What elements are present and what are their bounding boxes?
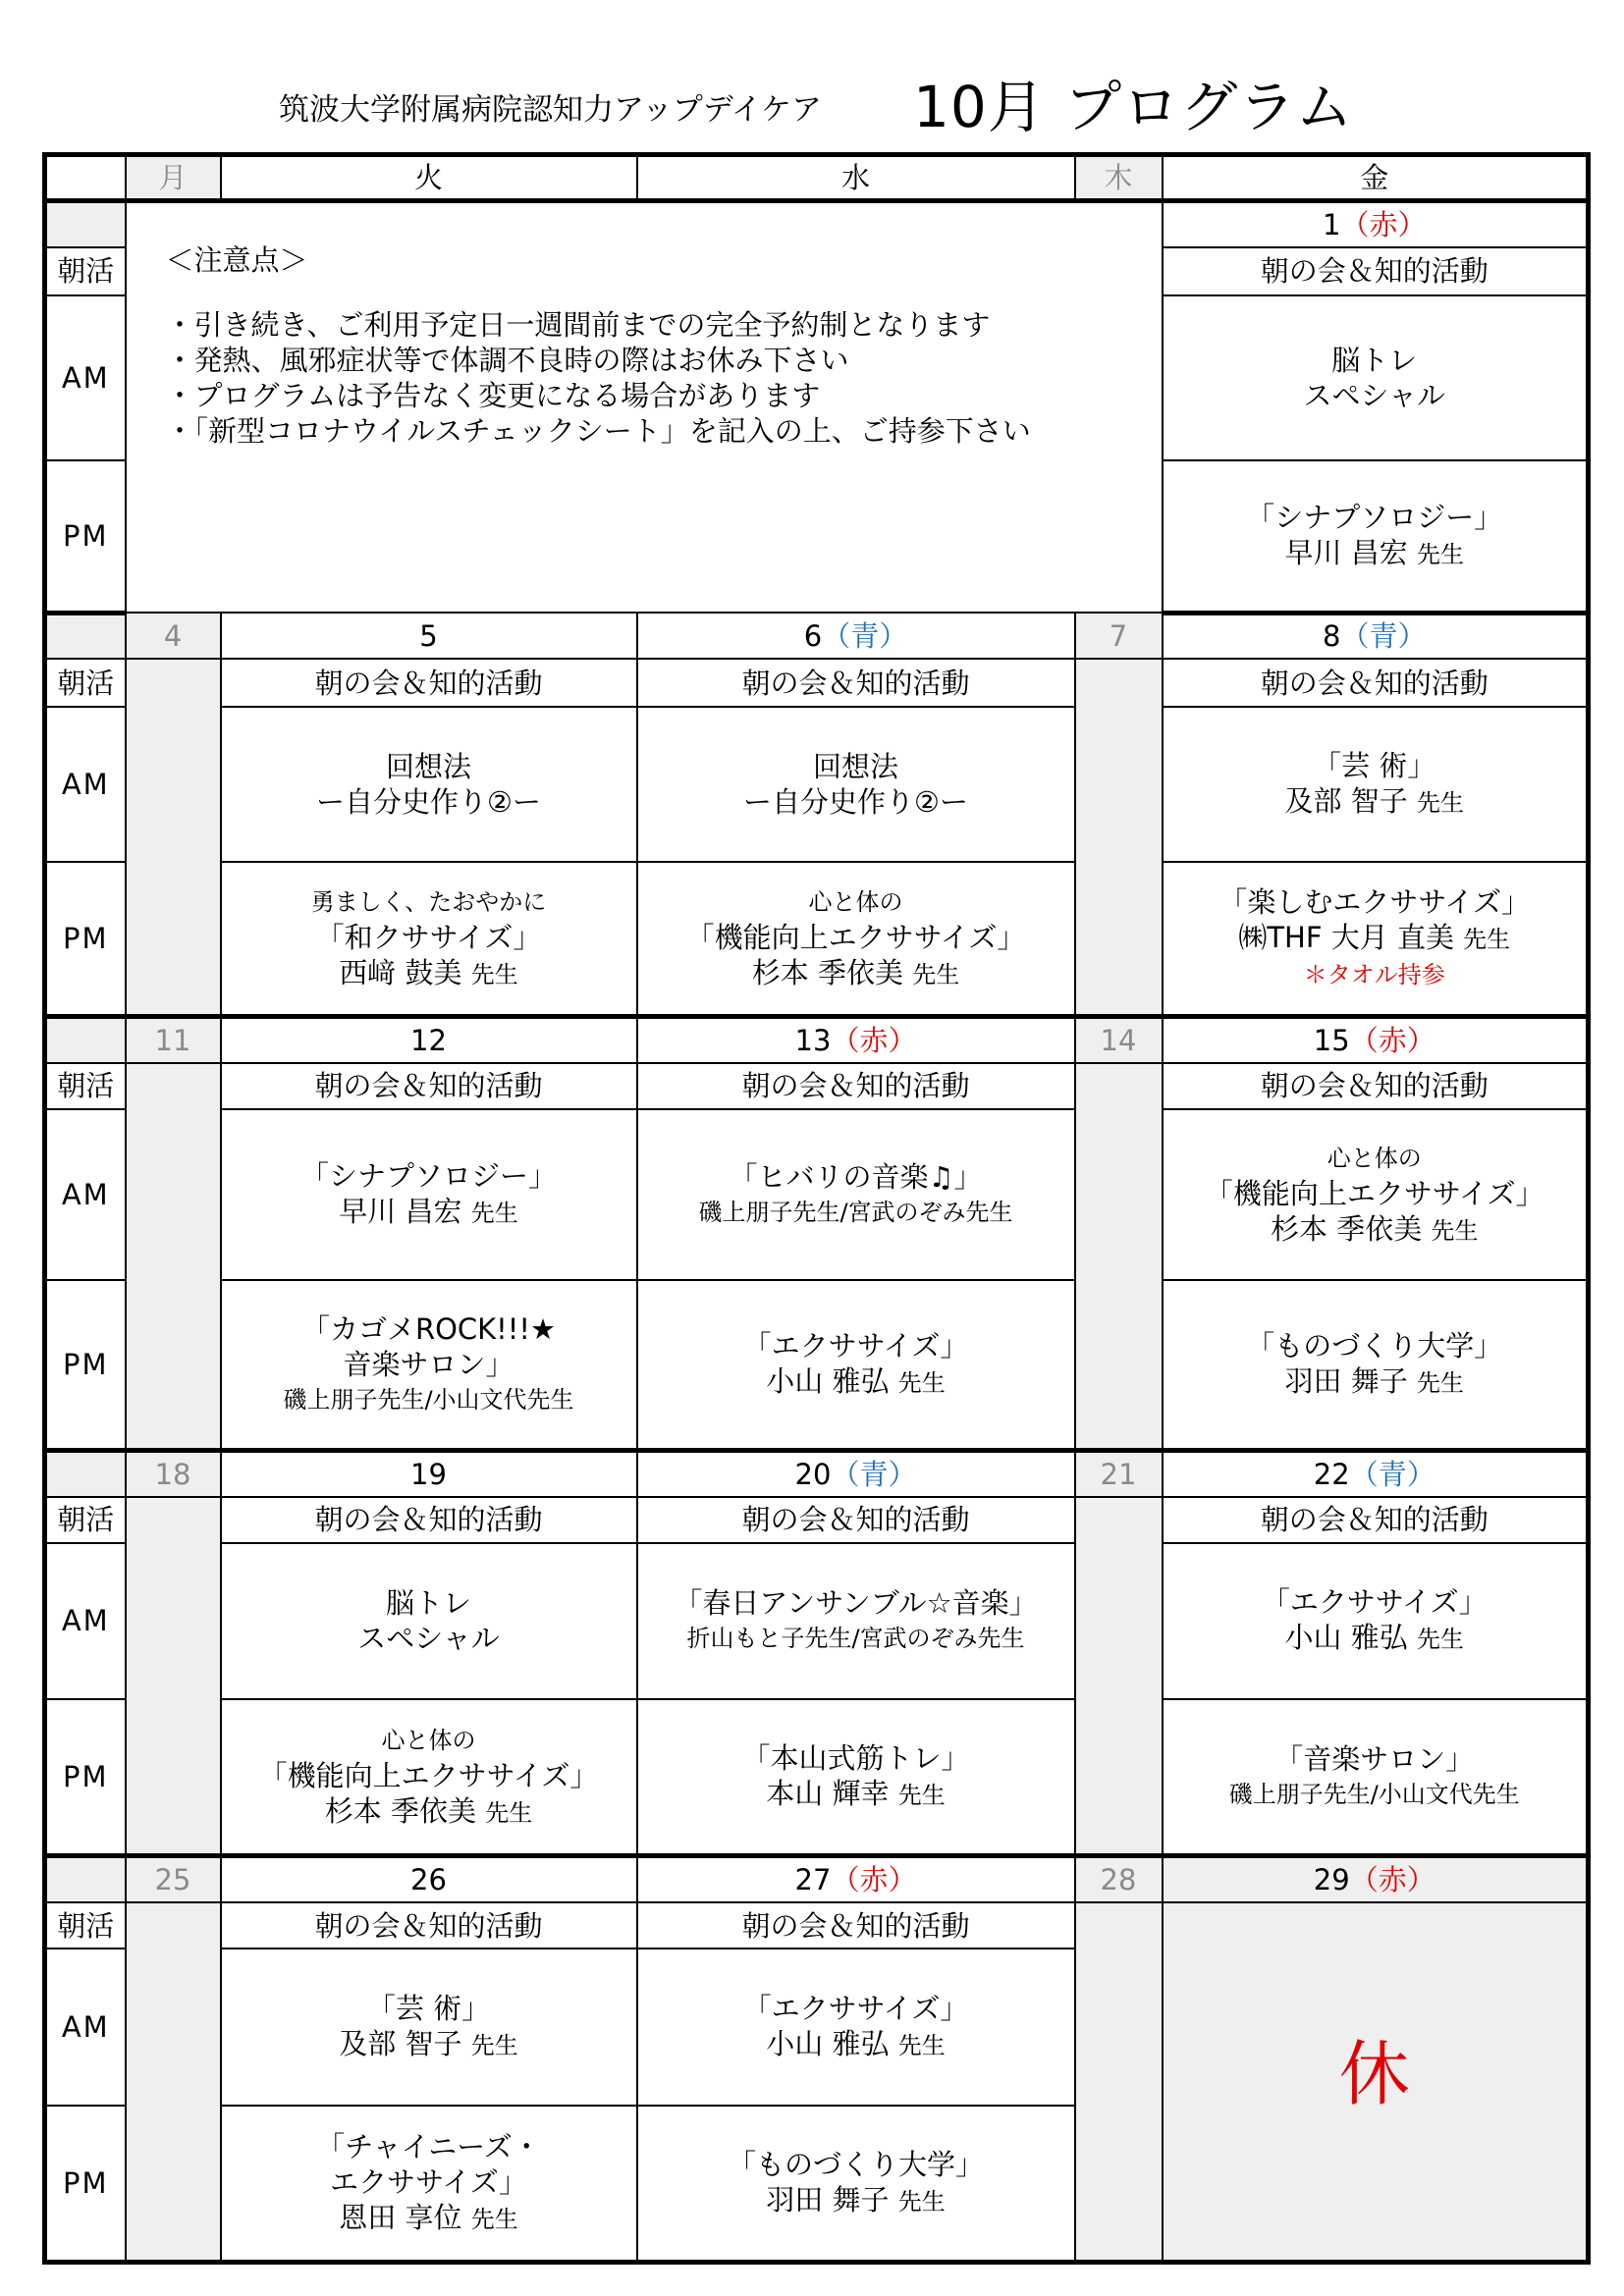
program-cell: 心と体の 「機能向上エクササイズ」 杉本 季依美 先生 — [221, 1699, 637, 1856]
closed-day-cell — [126, 1063, 221, 1451]
row-label-morning: 朝活 — [45, 1497, 126, 1543]
closed-day-cell — [1075, 1497, 1163, 1856]
weekday-wed: 水 — [637, 155, 1075, 201]
morning-activity: 朝の会＆知的活動 — [1163, 1497, 1589, 1543]
program-cell: 「ものづくり大学」 羽田 舞子 先生 — [1163, 1280, 1589, 1451]
page-header — [0, 61, 1624, 140]
row-label-pm: PM — [45, 2106, 126, 2263]
date-cell: 12 — [221, 1016, 637, 1062]
notes-item: ・発熱、風邪症状等で体調不良時の際はお休み下さい — [165, 344, 849, 378]
program-cell: 「楽しむエクササイズ」 ㈱THF 大月 直美 先生 ＊タオル持参 — [1163, 862, 1589, 1017]
date-cell: 22（青） — [1163, 1451, 1589, 1497]
program-cell: 「芸 術」 及部 智子 先生 — [221, 1949, 637, 2106]
closed-day-cell — [1075, 659, 1163, 1016]
morning-activity: 朝の会＆知的活動 — [637, 1497, 1075, 1543]
notes-item: ・「新型コロナウイルスチェックシート」を記入の上、ご持参下さい — [165, 414, 1031, 449]
weekday-thu: 木 — [1075, 155, 1163, 201]
date-label-cell — [45, 1451, 126, 1497]
date-cell: 15（赤） — [1163, 1016, 1589, 1062]
program-cell: 「エクササイズ」 小山 雅弘 先生 — [1163, 1543, 1589, 1700]
week5-date-row — [45, 1856, 1589, 1902]
row-label-morning: 朝活 — [45, 247, 126, 295]
program-cell: 「本山式筋トレ」 本山 輝幸 先生 — [637, 1699, 1075, 1856]
program-cell: 勇ましく、たおやかに 「和クササイズ」 西﨑 鼓美 先生 — [221, 862, 637, 1017]
weekday-header-row — [45, 155, 1589, 201]
weekday-tue: 火 — [221, 155, 637, 201]
morning-activity: 朝の会＆知的活動 — [637, 1902, 1075, 1949]
date-cell: 18 — [126, 1451, 221, 1497]
row-label-morning: 朝活 — [45, 659, 126, 707]
row-label-am: AM — [45, 295, 126, 460]
program-cell: 「音楽サロン」 磯上朋子先生/小山文代先生 — [1163, 1699, 1589, 1856]
date-cell: 26 — [221, 1856, 637, 1902]
closed-day-cell — [126, 1497, 221, 1856]
closed-day-cell — [126, 1902, 221, 2263]
morning-activity: 朝の会＆知的活動 — [1163, 1063, 1589, 1109]
morning-activity: 朝の会＆知的活動 — [1163, 659, 1589, 707]
date-cell: 6（青） — [637, 613, 1075, 659]
row-label-am: AM — [45, 1543, 126, 1700]
program-cell: 「エクササイズ」 小山 雅弘 先生 — [637, 1949, 1075, 2106]
date-label-cell — [45, 201, 126, 247]
row-label-pm: PM — [45, 1699, 126, 1856]
week2-morning-row — [45, 659, 1589, 707]
week3-pm-row — [45, 1280, 1589, 1451]
morning-activity: 朝の会＆知的活動 — [221, 659, 637, 707]
facility-name: 筑波大学附属病院認知力アップデイケア — [279, 92, 823, 128]
date-cell: 8（青） — [1163, 613, 1589, 659]
page-title: 10月 プログラム — [913, 74, 1354, 140]
date-cell: 13（赤） — [637, 1016, 1075, 1062]
program-cell: 「シナプソロジー」 早川 昌宏 先生 — [1163, 460, 1589, 614]
notes-item: ・プログラムは予告なく変更になる場合があります — [165, 379, 821, 413]
date-cell: 14 — [1075, 1016, 1163, 1062]
program-cell: 心と体の 「機能向上エクササイズ」 杉本 季依美 先生 — [637, 862, 1075, 1017]
week4-date-row — [45, 1451, 1589, 1497]
program-cell: 「ヒバリの音楽♫」 磯上朋子先生/宮武のぞみ先生 — [637, 1109, 1075, 1280]
date-cell: 7 — [1075, 613, 1163, 659]
date-cell: 19 — [221, 1451, 637, 1497]
date-cell: 1（赤） — [1163, 201, 1589, 247]
date-cell: 29（赤） — [1163, 1856, 1589, 1902]
date-cell: 27（赤） — [637, 1856, 1075, 1902]
date-label-cell — [45, 1016, 126, 1062]
morning-activity: 朝の会＆知的活動 — [221, 1063, 637, 1109]
date-cell: 21 — [1075, 1451, 1163, 1497]
date-cell: 5 — [221, 613, 637, 659]
notes-box — [126, 201, 1163, 614]
weekday-fri: 金 — [1163, 155, 1589, 201]
week3-date-row — [45, 1016, 1589, 1062]
weekday-mon: 月 — [126, 155, 221, 201]
program-cell: 「春日アンサンブル☆音楽」 折山もと子先生/宮武のぞみ先生 — [637, 1543, 1075, 1700]
week4-pm-row — [45, 1699, 1589, 1856]
morning-activity: 朝の会＆知的活動 — [637, 659, 1075, 707]
notes-item: ・引き続き、ご利用予定日一週間前までの完全予約制となります — [165, 308, 991, 343]
program-cell: 「カゴメROCK!!!★ 音楽サロン」 磯上朋子先生/小山文代先生 — [221, 1280, 637, 1451]
row-label-pm: PM — [45, 862, 126, 1017]
notes-heading: ＜注意点＞ — [165, 243, 308, 278]
date-cell: 20（青） — [637, 1451, 1075, 1497]
program-cell: 「シナプソロジー」 早川 昌宏 先生 — [221, 1109, 637, 1280]
program-cell: 脳トレ スペシャル — [221, 1543, 637, 1700]
row-label-am: AM — [45, 1109, 126, 1280]
program-cell: 「エクササイズ」 小山 雅弘 先生 — [637, 1280, 1075, 1451]
morning-activity: 朝の会＆知的活動 — [1163, 247, 1589, 295]
row-label-pm: PM — [45, 1280, 126, 1451]
closed-day-cell — [1075, 1902, 1163, 2263]
program-cell: 回想法 ー自分史作り②ー — [637, 707, 1075, 862]
program-cell: 回想法 ー自分史作り②ー — [221, 707, 637, 862]
date-cell: 4 — [126, 613, 221, 659]
week4-am-row — [45, 1543, 1589, 1700]
week2-am-row — [45, 707, 1589, 862]
week2-pm-row — [45, 862, 1589, 1017]
date-cell: 11 — [126, 1016, 221, 1062]
week5-morning-row — [45, 1902, 1589, 1949]
corner-cell — [45, 155, 126, 201]
program-cell: 脳トレ スペシャル — [1163, 295, 1589, 460]
week3-am-row — [45, 1109, 1589, 1280]
program-cell: 心と体の 「機能向上エクササイズ」 杉本 季依美 先生 — [1163, 1109, 1589, 1280]
row-label-morning: 朝活 — [45, 1902, 126, 1949]
date-label-cell — [45, 613, 126, 659]
date-label-cell — [45, 1856, 126, 1902]
closed-day-cell — [1075, 1063, 1163, 1451]
date-cell: 28 — [1075, 1856, 1163, 1902]
date-cell: 25 — [126, 1856, 221, 1902]
program-cell: 「チャイニーズ・ エクササイズ」 恩田 享位 先生 — [221, 2106, 637, 2263]
morning-activity: 朝の会＆知的活動 — [221, 1497, 637, 1543]
program-calendar — [42, 152, 1591, 2265]
row-label-morning: 朝活 — [45, 1063, 126, 1109]
row-label-am: AM — [45, 1949, 126, 2106]
closed-mark: 休 — [1338, 2033, 1410, 2115]
week1-date-row — [45, 201, 1589, 247]
week3-morning-row — [45, 1063, 1589, 1109]
week4-morning-row — [45, 1497, 1589, 1543]
row-label-am: AM — [45, 707, 126, 862]
week2-date-row — [45, 613, 1589, 659]
row-label-pm: PM — [45, 460, 126, 614]
program-cell: 「芸 術」 及部 智子 先生 — [1163, 707, 1589, 862]
closed-day-cell-29 — [1163, 1902, 1589, 2263]
program-cell: 「ものづくり大学」 羽田 舞子 先生 — [637, 2106, 1075, 2263]
closed-day-cell — [126, 659, 221, 1016]
morning-activity: 朝の会＆知的活動 — [221, 1902, 637, 1949]
morning-activity: 朝の会＆知的活動 — [637, 1063, 1075, 1109]
